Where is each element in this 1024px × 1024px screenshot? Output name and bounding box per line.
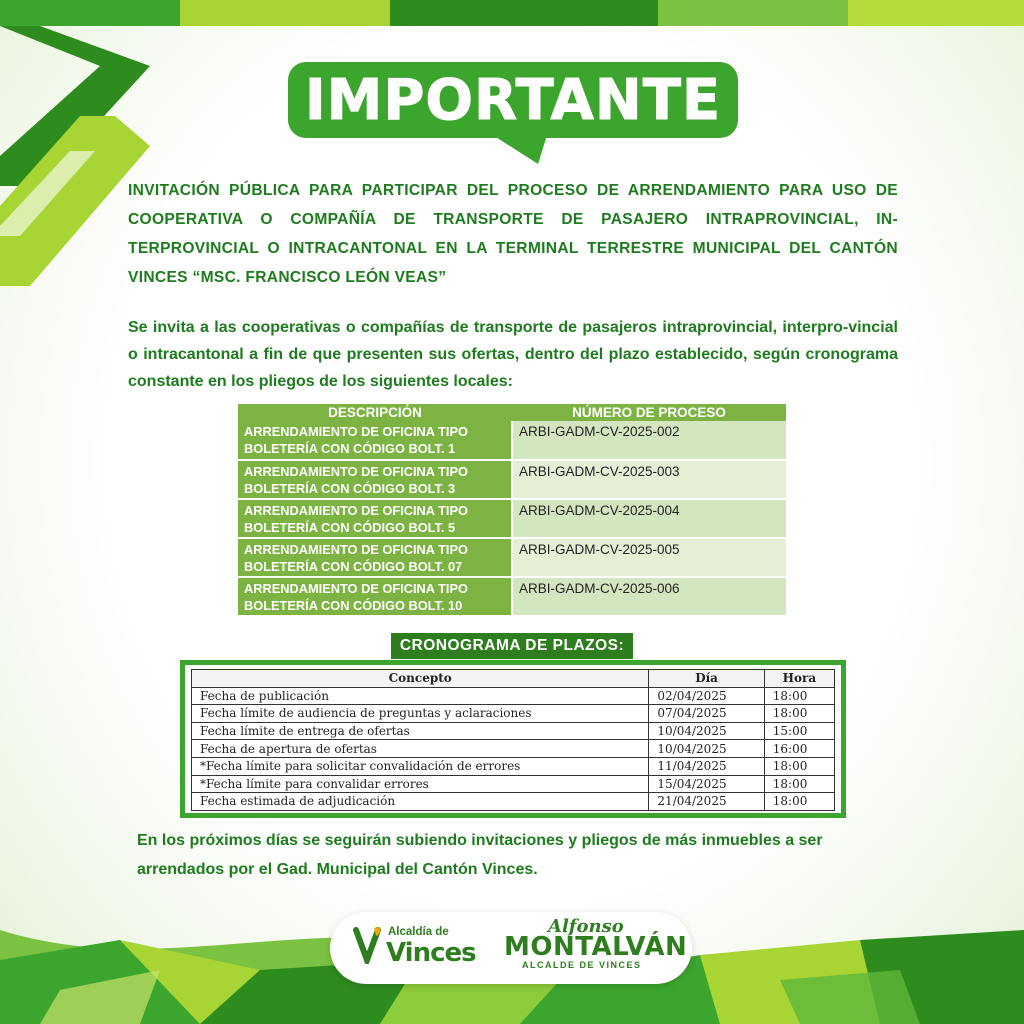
locales-table	[238, 404, 786, 617]
row-descripcion: ARRENDAMIENTO DE OFICINA TIPO BOLETERÍA CON CÓDIGO BOLT. 10	[238, 577, 512, 616]
table-header-row	[192, 670, 835, 688]
row-hora: 18:00	[764, 757, 834, 775]
table-row	[192, 740, 835, 758]
cronograma-box	[180, 660, 846, 818]
table-row	[192, 722, 835, 740]
column-header-hora: Hora	[764, 670, 834, 688]
top-color-bar	[0, 0, 1024, 26]
mayor-role: ALCALDE DE VINCES	[522, 960, 642, 970]
row-dia: 02/04/2025	[649, 687, 764, 705]
row-hora: 18:00	[764, 793, 834, 811]
table-row	[192, 687, 835, 705]
table-row	[238, 577, 786, 616]
row-proceso: ARBI-GADM-CV-2025-004	[512, 499, 786, 538]
column-header-descripcion: DESCRIPCIÓN	[238, 404, 512, 421]
top-bar-segment	[390, 0, 658, 26]
row-concepto: Fecha estimada de adjudicación	[192, 793, 649, 811]
row-hora: 18:00	[764, 775, 834, 793]
top-bar-segment	[848, 0, 1024, 26]
row-concepto: *Fecha límite para convalidar errores	[192, 775, 649, 793]
page-title: IMPORTANTE	[304, 67, 722, 133]
table-row	[192, 705, 835, 723]
invitation-intro: Se invita a las cooperativas o compañías de transporte de pasajeros intraprovincial, interpro-vincial o intracantonal a fin de que presenten sus ofertas, dentro del plazo establecido, según cronograma constante en los pliegos de los siguientes locales:	[128, 319, 898, 390]
footer-note: En los próximos días se seguirán subiendo invitaciones y pliegos de más inmuebles a ser arrendados por el Gad. Municipal del Cantón Vinces.	[137, 832, 823, 878]
row-hora: 15:00	[764, 722, 834, 740]
row-proceso: ARBI-GADM-CV-2025-006	[512, 577, 786, 616]
row-descripcion: ARRENDAMIENTO DE OFICINA TIPO BOLETERÍA CON CÓDIGO BOLT. 1	[238, 421, 512, 460]
alcaldia-logo-main: Vinces	[386, 938, 476, 968]
table-row	[238, 538, 786, 577]
row-descripcion: ARRENDAMIENTO DE OFICINA TIPO BOLETERÍA CON CÓDIGO BOLT. 3	[238, 460, 512, 499]
column-header-dia: Día	[649, 670, 764, 688]
row-dia: 21/04/2025	[649, 793, 764, 811]
table-row	[238, 460, 786, 499]
row-dia: 15/04/2025	[649, 775, 764, 793]
column-header-proceso: NÚMERO DE PROCESO	[512, 404, 786, 421]
table-row	[192, 757, 835, 775]
row-concepto: *Fecha límite para solicitar convalidación de errores	[192, 757, 649, 775]
row-hora: 18:00	[764, 687, 834, 705]
row-dia: 07/04/2025	[649, 705, 764, 723]
table-row	[192, 793, 835, 811]
top-bar-segment	[0, 0, 180, 26]
row-hora: 18:00	[764, 705, 834, 723]
row-concepto: Fecha límite de entrega de ofertas	[192, 722, 649, 740]
important-banner	[288, 62, 738, 162]
cronograma-table	[191, 669, 835, 811]
row-dia: 10/04/2025	[649, 722, 764, 740]
cronograma-label: CRONOGRAMA DE PLAZOS:	[391, 633, 633, 659]
alcaldia-leaf-icon	[352, 924, 382, 964]
top-bar-segment	[180, 0, 390, 26]
row-hora: 16:00	[764, 740, 834, 758]
alcaldia-logo-top: Alcaldía de	[388, 926, 449, 938]
row-concepto: Fecha de publicación	[192, 687, 649, 705]
invitation-heading: INVITACIÓN PÚBLICA PARA PARTICIPAR DEL PROCESO DE ARRENDAMIENTO PARA USO DE COOPERATIVA O COMPAÑÍA DE TRANSPORTE DE PASAJERO INTRAPROVINCIAL, IN-TERPROVINCIAL O INTRACANTONAL EN LA TERMINAL TERRESTRE MUNICIPAL DEL CANTÓN VINCES “MSC. FRANCISCO LEÓN VEAS”	[128, 182, 898, 286]
row-dia: 11/04/2025	[649, 757, 764, 775]
row-dia: 10/04/2025	[649, 740, 764, 758]
table-header-row	[238, 404, 786, 421]
table-row	[192, 775, 835, 793]
mayor-first-name: Alfonso	[548, 916, 624, 937]
row-proceso: ARBI-GADM-CV-2025-002	[512, 421, 786, 460]
row-concepto: Fecha de apertura de ofertas	[192, 740, 649, 758]
row-descripcion: ARRENDAMIENTO DE OFICINA TIPO BOLETERÍA CON CÓDIGO BOLT. 5	[238, 499, 512, 538]
row-concepto: Fecha límite de audiencia de preguntas y aclaraciones	[192, 705, 649, 723]
row-proceso: ARBI-GADM-CV-2025-005	[512, 538, 786, 577]
column-header-concepto: Concepto	[192, 670, 649, 688]
table-row	[238, 421, 786, 460]
table-row	[238, 499, 786, 538]
row-proceso: ARBI-GADM-CV-2025-003	[512, 460, 786, 499]
row-descripcion: ARRENDAMIENTO DE OFICINA TIPO BOLETERÍA CON CÓDIGO BOLT. 07	[238, 538, 512, 577]
mayor-last-name: MONTALVÁN	[504, 932, 688, 962]
title-bubble	[288, 62, 738, 138]
top-bar-segment	[658, 0, 848, 26]
